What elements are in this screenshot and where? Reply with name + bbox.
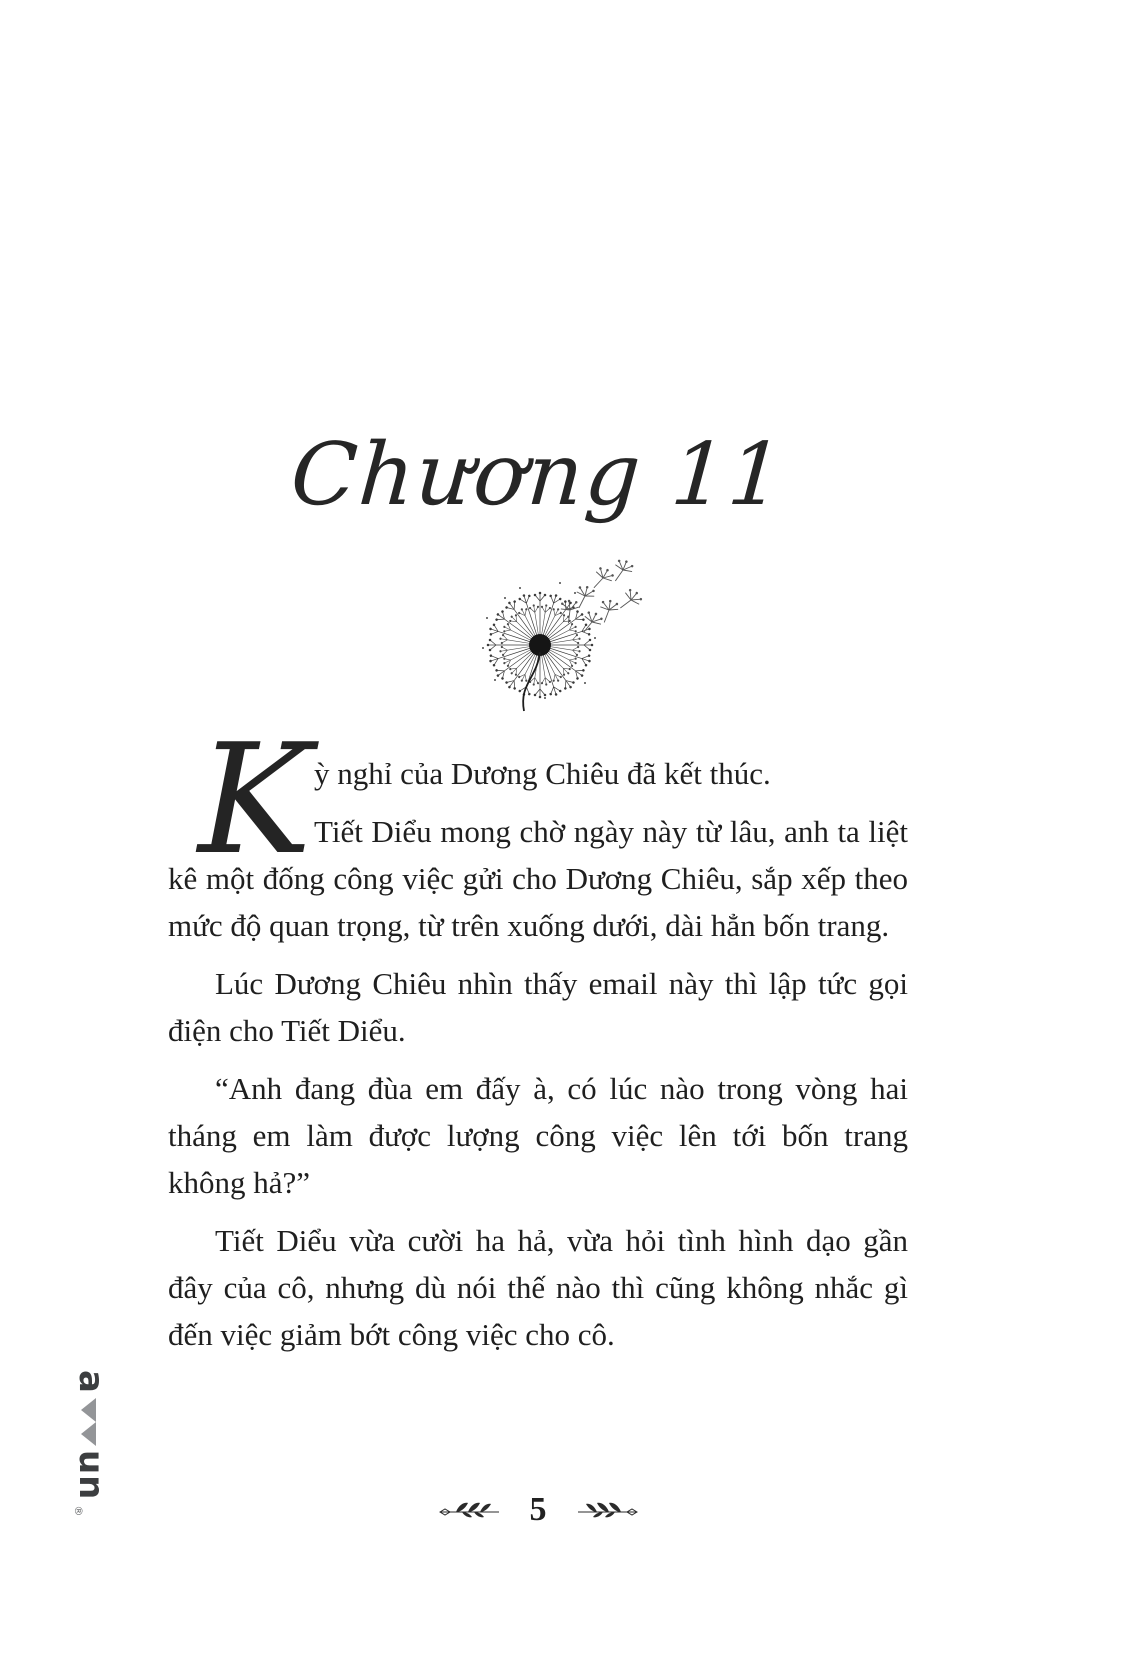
paragraph-5: Tiết Diểu vừa cười ha hả, vừa hỏi tình hình dạo gần đây của cô, nhưng dù nói thế nào thì cũng không nhắc gì đến việc giảm bớt công việc cho cô. (168, 1223, 908, 1352)
dandelion-icon (425, 548, 655, 713)
drop-cap-letter: K (198, 711, 312, 888)
drop-cap (168, 711, 314, 888)
publisher-logo-text (70, 1370, 112, 1518)
registered-mark: ® (72, 1505, 85, 1518)
publisher-logo (70, 1370, 114, 1518)
paragraph-3: Lúc Dương Chiêu nhìn thấy email này thì lập tức gọi điện cho Tiết Diểu. (168, 966, 908, 1048)
paragraph-1-text: ỳ nghỉ của Dương Chiêu đã kết thúc. (314, 756, 771, 791)
paragraph-2: Tiết Diểu mong chờ ngày này từ lâu, anh ta liệt kê một đống công việc gửi cho Dương Chiêu, sắp xếp theo mức độ quan trọng, từ trên xuống dưới, dài hẳn bốn trang. (168, 814, 908, 943)
logo-letters-un: un (71, 1449, 111, 1501)
page-number: 5 (529, 1491, 547, 1528)
page-footer (168, 1493, 908, 1527)
leaf-flourish-left-icon (438, 1499, 502, 1521)
paragraph-4: “Anh đang đùa em đấy à, có lúc nào trong vòng hai tháng em làm được lượng công việc lên tới bốn trang không hả?” (168, 1071, 908, 1200)
body-text (168, 711, 908, 1369)
logo-letter-a: a (71, 1370, 111, 1394)
logo-chevron-icon (82, 1398, 97, 1422)
logo-chevron-icon (82, 1422, 97, 1446)
chapter-title: Chương 11 (287, 425, 789, 525)
leaf-flourish-right-icon (575, 1499, 639, 1521)
